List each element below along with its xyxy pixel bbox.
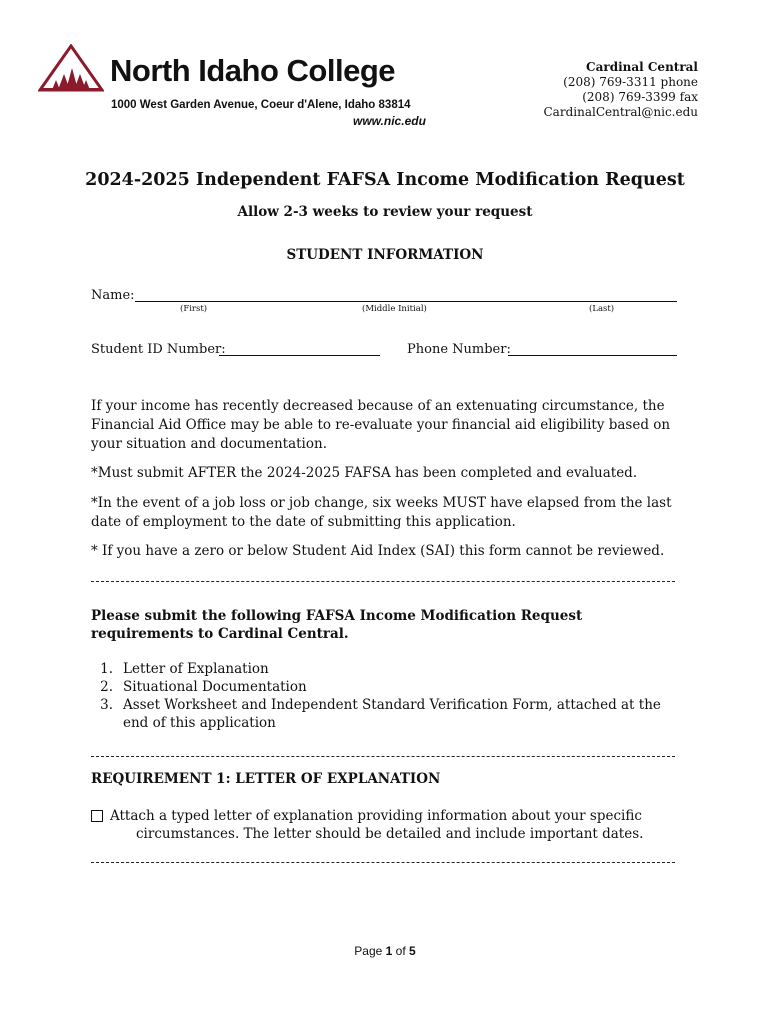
- contact-office: Cardinal Central: [586, 60, 698, 74]
- name-middle-caption: (Middle Initial): [362, 304, 427, 314]
- student-id-label: Student ID Number:: [91, 342, 226, 357]
- of-word: of: [395, 944, 406, 958]
- contact-phone: (208) 769-3311 phone: [563, 75, 698, 89]
- student-id-input-line[interactable]: [219, 355, 380, 356]
- name-label: Name:: [91, 288, 135, 303]
- name-first-caption: (First): [180, 304, 208, 314]
- contact-fax: (208) 769-3399 fax: [582, 90, 698, 104]
- intro-paragraph: If your income has recently decreased because of an extenuating circumstance, the Financial Aid Office may be able to re-evaluate your financial aid eligibility based on your situation and documentation.: [91, 398, 671, 452]
- note-submit-after: *Must submit AFTER the 2024-2025 FAFSA has been completed and evaluated.: [91, 465, 638, 481]
- letter-attached-checkbox[interactable]: [91, 810, 103, 822]
- form-subtitle: Allow 2-3 weeks to review your request: [237, 204, 533, 220]
- page-number: 1: [385, 944, 393, 958]
- list-item: [91, 678, 681, 696]
- divider: [91, 581, 675, 582]
- note-sai: * If you have a zero or below Student Aid Index (SAI) this form cannot be reviewed.: [91, 543, 665, 559]
- list-item: [91, 660, 681, 678]
- list-number: 1.: [100, 661, 113, 677]
- page-word: Page: [354, 944, 383, 958]
- requirements-list: [91, 660, 681, 732]
- list-text: Situational Documentation: [123, 679, 307, 695]
- requirement-1-line-2: circumstances. The letter should be detailed and include important dates.: [136, 826, 644, 842]
- requirement-1-heading: REQUIREMENT 1: LETTER OF EXPLANATION: [91, 771, 441, 787]
- note-job-loss: *In the event of a job loss or job change, six weeks MUST have elapsed from the last date of employment to the date of submitting this application.: [91, 495, 672, 530]
- college-name: North Idaho College: [110, 53, 395, 88]
- phone-input-line[interactable]: [508, 355, 677, 356]
- list-number: 2.: [100, 679, 113, 695]
- contact-block: [544, 60, 699, 120]
- college-address: 1000 West Garden Avenue, Coeur d'Alene, Idaho 83814: [111, 99, 411, 111]
- page-footer: [0, 944, 770, 958]
- contact-email[interactable]: CardinalCentral@nic.edu: [543, 105, 698, 119]
- name-input-line[interactable]: [135, 301, 677, 302]
- list-number: 3.: [100, 697, 113, 713]
- requirement-1-line-1: Attach a typed letter of explanation providing information about your specific: [110, 808, 642, 824]
- divider: [91, 862, 675, 863]
- section-heading-student-info: STUDENT INFORMATION: [286, 247, 484, 263]
- list-item: [91, 696, 681, 732]
- divider: [91, 756, 675, 757]
- form-title: 2024-2025 Independent FAFSA Income Modification Request: [85, 170, 685, 190]
- phone-label: Phone Number:: [407, 342, 511, 357]
- page-total: 5: [409, 944, 416, 958]
- college-website[interactable]: www.nic.edu: [353, 114, 426, 128]
- mountain-trees-logo-icon: [38, 44, 104, 94]
- name-last-caption: (Last): [589, 304, 615, 314]
- list-text: Letter of Explanation: [123, 661, 269, 677]
- list-text: Asset Worksheet and Independent Standard Verification Form, attached at the end of this application: [123, 697, 661, 731]
- college-logo: [38, 44, 104, 94]
- submit-heading: Please submit the following FAFSA Income Modification Request requirements to Cardinal Central.: [91, 608, 583, 642]
